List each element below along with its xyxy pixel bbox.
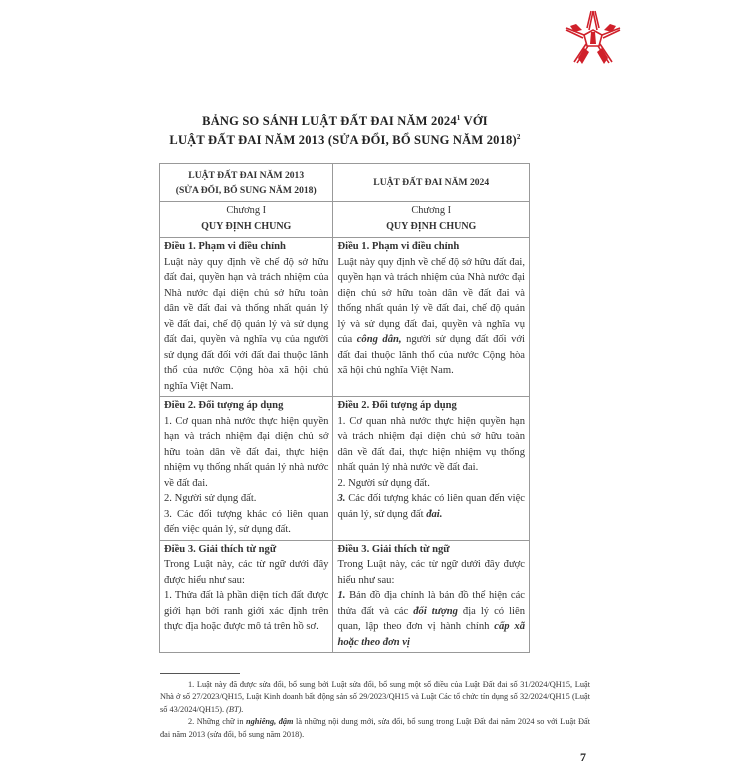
footnote-ref-2[interactable]: 2 — [516, 132, 521, 141]
header-2024: LUẬT ĐẤT ĐAI NĂM 2024 — [333, 164, 530, 202]
text-segment: người sử dụng đất đối với đất đai thuộc lãnh thổ của nước Cộng hòa xã hội chủ nghĩa Việt Nam. — [337, 334, 525, 376]
clause: 3. Các đối tượng khác có liên quan đến việc quản lý, sử dụng đất. — [164, 508, 329, 535]
clause: 2. Người sử dụng đất. — [164, 493, 257, 504]
footnote-2 — [160, 716, 590, 741]
table-row-article-2 — [160, 397, 530, 541]
text-segment: Luật này quy định về chế độ sở hữu đất đai, quyền hạn và trách nhiệm của Nhà nước đại diện chủ sở hữu toàn dân về đất đai và thống nhất quản lý về đất đai, chế độ quản lý và sử dụng đất đai, quyền và nghĩa vụ của — [337, 256, 525, 345]
amended-text: 1. — [337, 590, 346, 601]
chapter-label: Chương I — [411, 205, 452, 216]
clause: 1. Thửa đất là phần diện tích đất được giới hạn bởi ranh giới xác định trên thực địa hoặc được mô tả trên hồ sơ. — [164, 590, 329, 632]
clause — [337, 491, 525, 522]
title-line-1: BẢNG SO SÁNH LUẬT ĐẤT ĐAI NĂM 2024 — [202, 114, 457, 128]
header-2013-line1: LUẬT ĐẤT ĐAI NĂM 2013 — [188, 169, 305, 181]
clause: Trong Luật này, các từ ngữ dưới đây được hiểu như sau: — [164, 559, 329, 586]
text-segment: (BT). — [226, 704, 244, 714]
amended-text: công dân, — [356, 334, 402, 345]
text-segment: nghiêng, đậm — [246, 717, 294, 727]
table-row-article-3 — [160, 540, 530, 653]
table-header-row — [160, 164, 530, 202]
amended-text: cấp xã hoặc theo đơn vị — [337, 621, 526, 648]
clause: 1. Cơ quan nhà nước thực hiện quyền hạn và trách nhiệm đại diện chủ sở hữu toàn dân về đất đai, thực hiện nhiệm vụ thống nhất quản lý nhà nước về đất đai. — [337, 415, 525, 473]
chapter-title: QUY ĐỊNH CHUNG — [201, 221, 292, 232]
text-segment: 2. Những chữ in — [188, 717, 247, 727]
clause — [337, 588, 525, 650]
text-segment: địa lý có liên quan, lập theo đơn vị hành chính — [337, 605, 525, 632]
chapter-label: Chương I — [226, 205, 267, 216]
chapter-row — [160, 202, 530, 238]
clause: 2. Người sử dụng đất. — [337, 477, 430, 489]
article-text — [337, 255, 525, 379]
article-heading: Điều 3. Giải thích từ ngữ — [337, 543, 450, 555]
clause: Trong Luật này, các từ ngữ dưới đây được hiểu như sau: — [337, 559, 525, 586]
text-segment: Các đối tượng khác có liên quan đến việc quản lý, sử dụng đất — [337, 493, 525, 520]
article-heading: Điều 1. Phạm vi điều chỉnh — [337, 241, 460, 252]
header-2013-line2: (SỬA ĐỔI, BỔ SUNG NĂM 2018) — [175, 184, 317, 196]
chapter-title: QUY ĐỊNH CHUNG — [386, 221, 477, 232]
article-heading: Điều 1. Phạm vi điều chỉnh — [164, 241, 286, 252]
table-row-article-1 — [160, 238, 530, 397]
article-3-2024 — [333, 540, 530, 653]
clause: 1. Cơ quan nhà nước thực hiện quyền hạn và trách nhiệm đại diện chủ sở hữu toàn dân về đất đai, thực hiện nhiệm vụ thống nhất quản lý nhà nước về đất đai. — [164, 415, 329, 489]
chapter-2013 — [160, 202, 333, 238]
article-2-2024 — [333, 397, 530, 541]
comparison-table — [159, 163, 530, 653]
article-2-2013 — [160, 397, 333, 541]
text-segment: 1. Luật này đã được sửa đổi, bổ sung bởi Luật sửa đổi, bổ sung một số điều của Luật Đất đai số 31/2024/QH15, Luật Nhà ở số 27/2023/QH15, Luật Kinh doanh bất động sản số 29/2023/QH15 và Luật Các tổ chức tín dụng số 32/2024/QH15 (Luật số 43/2024/QH15). — [160, 680, 590, 714]
article-heading: Điều 2. Đối tượng áp dụng — [164, 400, 284, 411]
chapter-2024 — [333, 202, 530, 238]
amended-text: đối tượng — [413, 605, 458, 617]
header-2013 — [160, 164, 333, 202]
footnote-divider — [160, 673, 240, 674]
article-3-2013 — [160, 540, 333, 653]
text-segment: là những nội dung mới, sửa đổi, bổ sung trong Luật Đất đai năm 2024 so với Luật Đất đai năm 2013 (sửa đổi, bổ sung năm 2018). — [160, 717, 590, 739]
footnote-ref-1[interactable]: 1 — [456, 113, 461, 122]
title-line-1-end: VỚI — [460, 114, 488, 128]
page-number: 7 — [580, 750, 586, 765]
footnotes — [160, 679, 590, 741]
footnote-1 — [160, 679, 590, 716]
article-1-2024 — [333, 238, 530, 397]
title-line-2: LUẬT ĐẤT ĐAI NĂM 2013 (SỬA ĐỔI, BỔ SUNG NĂM 2018) — [169, 133, 517, 147]
article-heading: Điều 2. Đối tượng áp dụng — [337, 400, 457, 411]
text-segment: Bản đồ địa chính là bản đồ thể hiện các thửa đất và các — [337, 590, 525, 617]
article-1-2013 — [160, 238, 333, 397]
amended-text: 3. — [337, 493, 346, 504]
article-heading: Điều 3. Giải thích từ ngữ — [164, 543, 277, 555]
document-title — [150, 112, 540, 150]
amended-text: đai. — [426, 508, 443, 520]
article-text: Luật này quy định về chế độ sở hữu đất đai, quyền hạn và trách nhiệm của Nhà nước đại diện chủ sở hữu toàn dân về đất đai và thống nhất quản lý về đất đai, chế độ quản lý và sử dụng đất đai, quyền và nghĩa vụ của người sử dụng đất đối với đất đai thuộc lãnh thổ của nước Cộng hòa xã hội chủ nghĩa Việt Nam. — [164, 256, 329, 392]
